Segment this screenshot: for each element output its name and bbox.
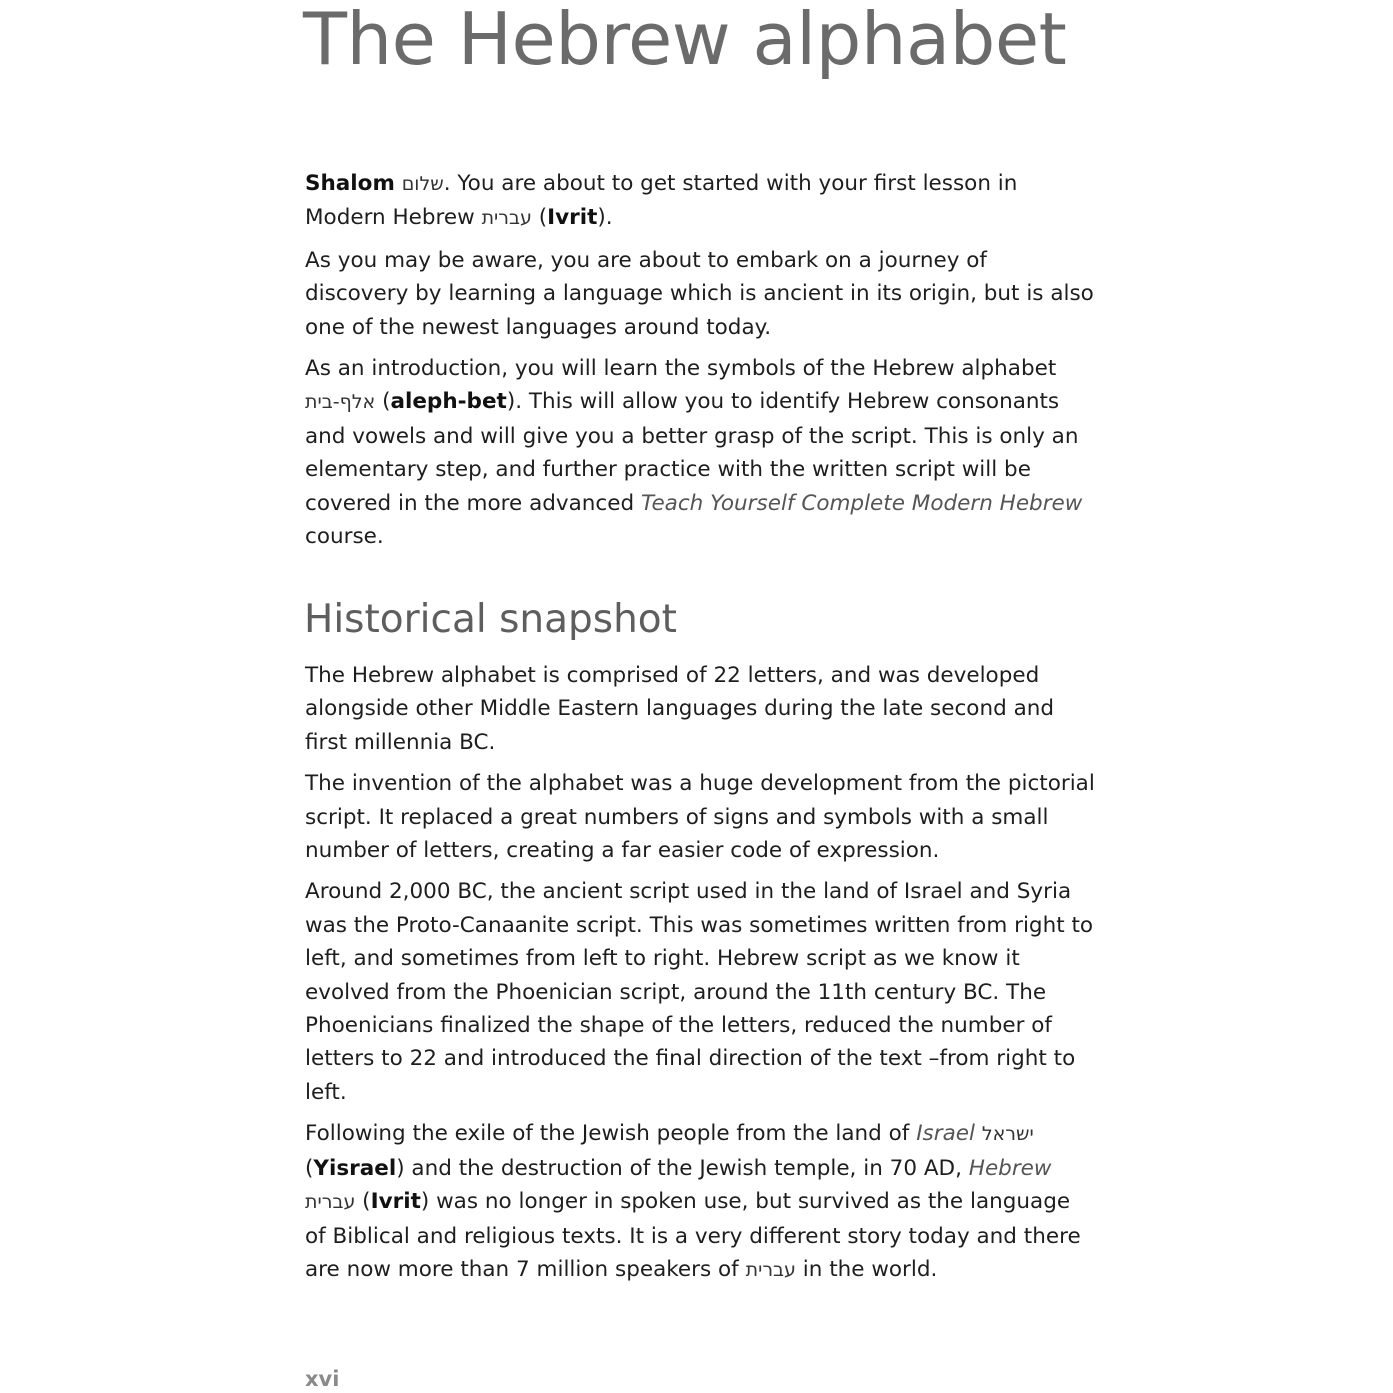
intro-text: . You are about to get started with your first lesson in Modern Hebrew <box>305 171 1018 231</box>
israel-hebrew: ישראל <box>981 1123 1034 1146</box>
ivrit-term: Ivrit <box>370 1189 421 1215</box>
history-text: Following the exile of the Jewish people from the land of <box>305 1121 917 1147</box>
intro-text: As an introduction, you will learn the symbols of the Hebrew alphabet <box>305 356 1057 382</box>
hebrew-english: Hebrew <box>968 1155 1052 1181</box>
intro-section <box>305 167 1095 561</box>
intro-text: ( <box>375 389 391 415</box>
intro-text: course. <box>305 524 384 550</box>
history-section <box>305 659 1095 1295</box>
yisrael-term: Yisrael <box>313 1155 397 1181</box>
intro-paragraph-3 <box>305 352 1095 553</box>
section-heading: Historical snapshot <box>304 597 677 642</box>
alephbet-hebrew: אלף-בית <box>305 391 376 414</box>
history-paragraph-1: The Hebrew alphabet is comprised of 22 letters, and was developed alongside other Middle Eastern languages during the late second and first millennia BC. <box>305 663 1055 755</box>
book-title: Teach Yourself Complete Modern Hebrew <box>640 490 1083 516</box>
history-text: in the world. <box>795 1256 938 1282</box>
history-text: ( <box>305 1155 314 1181</box>
shalom-term: Shalom <box>305 171 395 196</box>
history-text: ( <box>355 1189 371 1215</box>
alephbet-term: aleph-bet <box>390 389 507 415</box>
history-paragraph-3: Around 2,000 BC, the ancient script used in the land of Israel and Syria was the Proto-Canaanite script. This was sometimes written from right to left, and sometimes from left to right. Hebrew script as we know it evolved from the Phoenician script, around the 11th century BC. The Phoenicians finalized the shape of the letters, reduced the number of letters to 22 and introduced the final direction of the text –from right to left. <box>305 879 1094 1105</box>
history-text: ) was no longer in spoken use, but survived as the language of Biblical and religious texts. It is a very different story today and there are now more than 7 million speakers of <box>305 1189 1081 1282</box>
intro-paragraph-2: As you may be aware, you are about to embark on a journey of discovery by learning a language which is ancient in its origin, but is also one of the newest languages around today. <box>305 247 1094 340</box>
israel-english: Israel <box>916 1121 975 1147</box>
chapter-title: The Hebrew alphabet <box>303 0 1067 81</box>
history-paragraph-2: The invention of the alphabet was a huge development from the pictorial script. It replaced a great numbers of signs and symbols with a small number of letters, creating a far easier code of expression. <box>305 771 1095 864</box>
intro-text: ( <box>531 205 548 231</box>
hebrew-hebrew: עברית <box>305 1191 356 1214</box>
shalom-hebrew: שלום <box>401 173 444 195</box>
intro-text: ). This will allow you to identify Hebrew consonants and vowels and will give you a better grasp of the script. This is only an elementary step, and further practice with the written script will be covered in the more advanced <box>305 389 1079 516</box>
history-paragraph-4 <box>305 1117 1095 1287</box>
ivrit-term: Ivrit <box>547 205 598 231</box>
intro-paragraph-1 <box>305 167 1095 236</box>
ivrit-hebrew: עברית <box>745 1258 796 1281</box>
history-text: ) and the destruction of the Jewish temple, in 70 AD, <box>396 1155 969 1181</box>
ivrit-hebrew: עברית <box>481 207 532 230</box>
page-number: xvi <box>305 1367 340 1391</box>
intro-text: ). <box>597 205 613 231</box>
